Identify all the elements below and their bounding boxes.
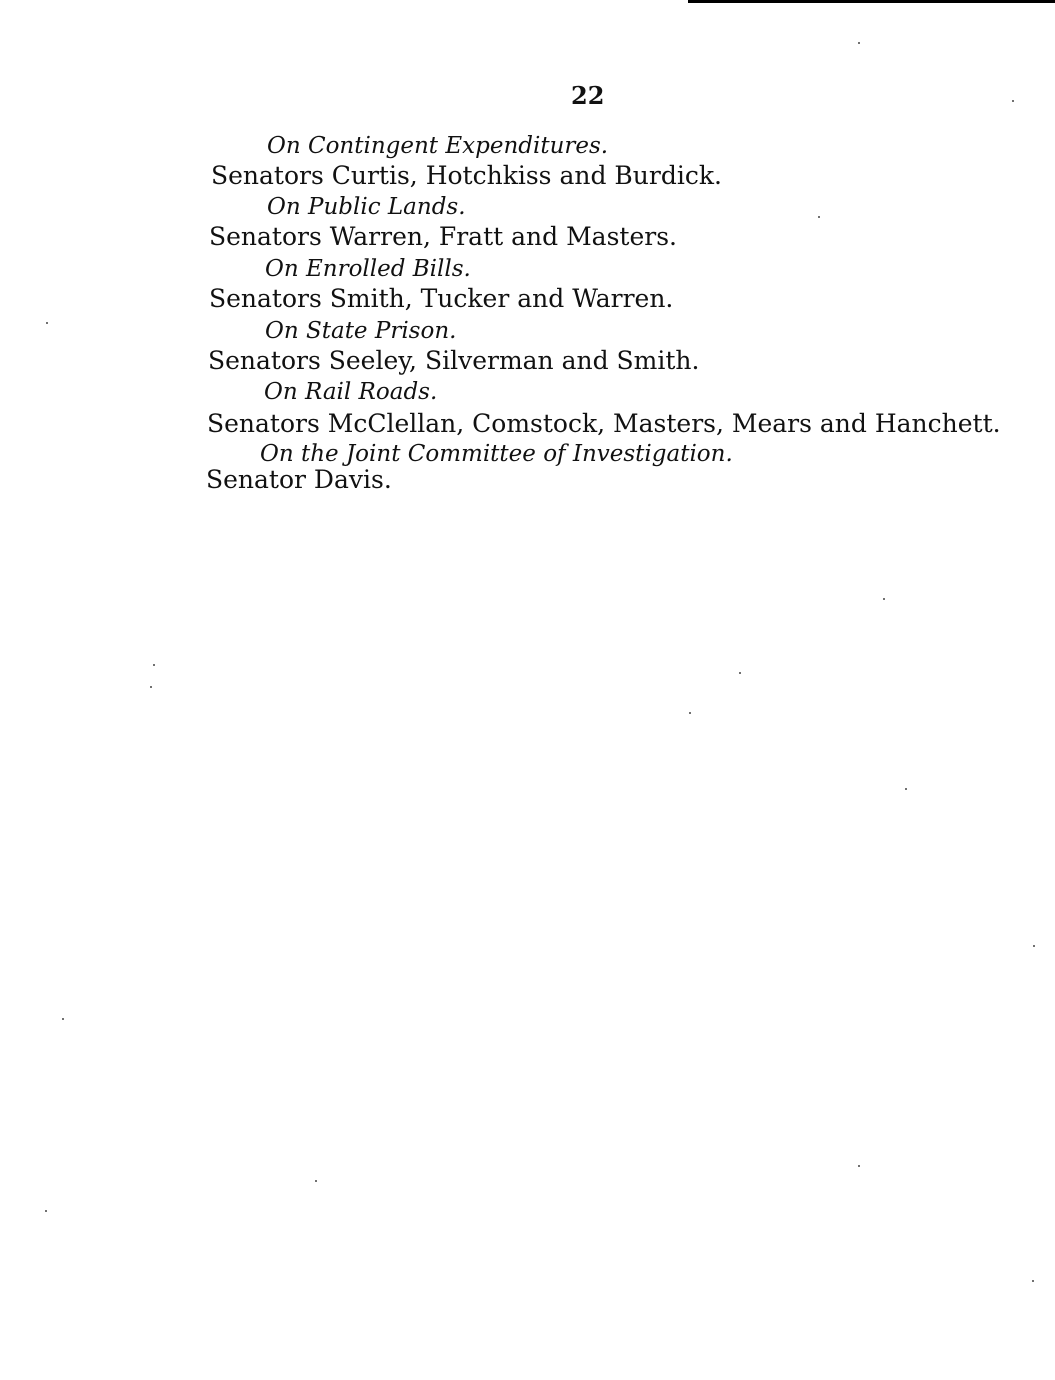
page-number: 22 [571, 81, 605, 110]
scan-speck [46, 322, 48, 324]
committee-heading: On State Prison. [265, 318, 457, 344]
committee-members: Senators Curtis, Hotchkiss and Burdick. [211, 161, 722, 190]
committee-members: Senators Seeley, Silverman and Smith. [208, 346, 700, 375]
scan-speck [905, 788, 907, 790]
committee-members: Senators McClellan, Comstock, Masters, Mears and Hanchett. [207, 409, 1001, 438]
scan-speck [315, 1180, 317, 1182]
committee-heading: On Enrolled Bills. [265, 256, 471, 282]
scan-speck [883, 598, 885, 600]
committee-members: Senators Warren, Fratt and Masters. [209, 222, 677, 251]
scan-speck [858, 42, 860, 44]
scan-speck [1012, 100, 1014, 102]
scan-speck [62, 1018, 64, 1020]
scan-speck [1032, 1280, 1034, 1282]
committee-heading: On Public Lands. [267, 194, 466, 220]
scan-speck [739, 672, 741, 674]
scan-speck [689, 712, 691, 714]
scan-speck [45, 1210, 47, 1212]
scan-speck [858, 1165, 860, 1167]
scan-speck [150, 686, 152, 688]
committee-heading: On the Joint Committee of Investigation. [260, 441, 733, 467]
committee-heading: On Rail Roads. [264, 379, 438, 405]
scan-speck [153, 664, 155, 666]
scan-speck [818, 216, 820, 218]
scan-speck [1033, 945, 1035, 947]
committee-members: Senator Davis. [206, 465, 392, 494]
committee-members: Senators Smith, Tucker and Warren. [209, 284, 674, 313]
committee-heading: On Contingent Expenditures. [267, 133, 609, 159]
